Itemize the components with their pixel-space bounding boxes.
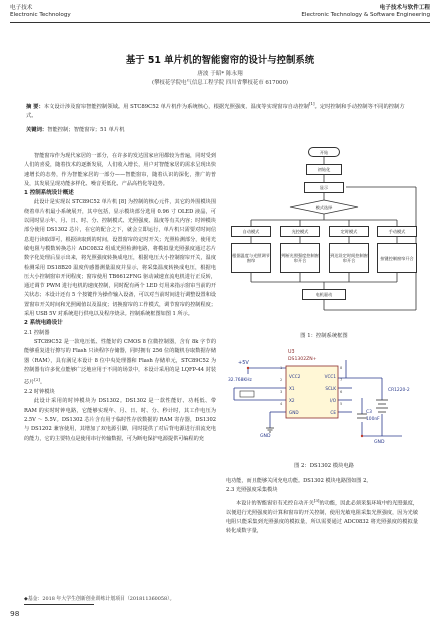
label-vcc: +5V — [238, 360, 249, 366]
section-2-2-heading: 2.2 时钟模块 — [24, 389, 55, 396]
pin-num-8: 8 — [340, 366, 343, 370]
pin-num-5: 5 — [340, 402, 343, 406]
figure-2-circuit — [226, 348, 422, 456]
section-1-paragraph: 此设计是实现以 STC89C52 单片机 [8] 为控制的核心元件，其它的外围模块围绕着单片机最小系统展开，其中包括，显示模块部分选用 0.96 寸 OLED 液晶，可以同时显示年、月、日、时、分、控制模式、光照强度、温度等有关内容；时钟模块部分使用 DS1302 芯片，在它的配合之下，就会立即运行，单片机只需要对时间信息进行读取即可，根据读取到的时间，设置窗帘的定时开关；光照检测部分，使用光敏电阻与模数转换芯片 ADC0832 组成光照检测电路，将模拟量光照强度通过芯片数字化处理后显示出来，将光照强度转换成电压，根据电压大小控制窗帘开关，温度检测采用 DS18B20 温度传感器测量温度并显示，将采集温度转换成电压，根据电压大小控制窗帘开闭程度；窗帘使用 TB6612FNG 驱动减速直流电机进行正反转，通过调节 PWM 进行电机的速度控制，同时配有两个 LED 灯用来指示窗帘当前的开关状态；本设计还有 5 个按键作为操作输入设备，可以对当前时间进行调整设置和设置窗帘开关时间和光照阈值以及温度；切换窗帘的工作模式，调节窗帘的控制程度；采用 USB 5V 对系统进行供电以及程序烧录。控制系统框图如图 1 所示。 — [24, 199, 216, 318]
pin-num-2: 2 — [280, 378, 283, 382]
label-cap: C3 — [366, 410, 372, 415]
fc-display: 显示 — [304, 182, 344, 193]
figure-1-flowchart — [226, 144, 422, 320]
section-2-2-paragraph: 此设计采用的时钟模块为 DS1302。DS1302 是一款性能好、功耗低、带 RAM 的实时时钟电路，它能够实现年、月、日、时、分、秒计时，其工作电压为 2.5V ～ 5.5V。DS1302 芯片含有用于临时性存放数据的 RAM 寄存器，DS1302 与 DS1202 兼容使用，其增加了双电源引脚，同时提供了对后背电源进行涓流充电的能力，它的主要特点是使用串行传输数据，可为断电保护电源提供可编程的充 — [24, 398, 216, 442]
pin-ce: CE — [330, 410, 336, 415]
label-ic-ref: U3 — [288, 350, 295, 355]
ic-pins-right — [318, 371, 336, 419]
fc-light-desc: 判断光照强度控制窗帘开合 — [280, 243, 320, 273]
journal-header-left — [10, 5, 71, 20]
paper-authors: 唐波 于昭* 陈永翔 — [197, 71, 243, 77]
section-2-1-text: STC89C52 是一款电压低、性能好的 CMOS 8 位微控制器，含有 8k 字节的能够重复进行擦写的 Flash 只读程序存储器，同时拥有 256 位的随机存取数据存储器（RAM），具有满足本设计 8 位中央处理器和 Flash 存储单元，STC89C52 为控制器有许多优点能够广泛地应用于不同的场景中，本设计采用的是 LQFP-44 封装芯片 — [24, 338, 216, 386]
fc-motor-drive: 电机驱动 — [302, 289, 346, 300]
pin-vcc2: VCC2 — [289, 374, 301, 379]
ic-pin-numbers-left — [280, 362, 282, 410]
keywords — [26, 125, 414, 133]
pin-x1: X1 — [289, 386, 295, 391]
pin-vcc1: VCC1 — [324, 374, 336, 379]
fc-auto-desc: 根据温度与光照调节窗帘 — [231, 243, 271, 273]
circuit-continuation-paragraph: 电功能，而且能够关闭充电功能。DS1302 模块电路图如图 2。 — [226, 478, 372, 484]
figure-2-caption: 图 2：DS1302 模块电路 — [294, 463, 354, 469]
header-rule — [10, 22, 430, 23]
fc-decision-label: 模式选择 — [315, 204, 333, 210]
abstract — [26, 99, 414, 121]
fc-light-mode: 光控模式 — [280, 226, 320, 237]
vcc-node — [247, 367, 249, 369]
section-2-3-text-2: 的功能，因此必须采集环境中的光照强度，以便进行光照强度的计算和窗帘的开关控制，使用光敏电阻采集光照强度，因为光敏电阻只能采集到光照强度的模拟量，所以需要通过 ADC0832 将光照强度的模拟量转化成数字量， — [226, 500, 419, 535]
fc-timer-mode: 定时模式 — [329, 226, 369, 237]
left-column — [24, 152, 216, 444]
footnote-rule — [24, 604, 94, 605]
header-left-en: Electronic Technology — [10, 12, 71, 19]
fc-timer-desc: 到达设定时间控制窗帘开合 — [329, 243, 369, 273]
crystal-symbol — [240, 391, 254, 397]
label-ic-part: DS1302ZN+ — [288, 357, 317, 362]
label-battery: CR1220-2 — [388, 388, 410, 393]
header-right-cn: 电子技术与软件工程 — [379, 5, 430, 11]
abstract-ref: [1] — [308, 101, 315, 106]
label-cap-value: 100nF — [366, 417, 380, 422]
fc-init: 初始化 — [306, 164, 342, 175]
label-gnd-right: GND — [374, 440, 385, 445]
fc-start: 开始 — [308, 147, 340, 157]
pin-num-3: 3 — [280, 390, 283, 394]
journal-header-right — [301, 5, 430, 20]
fc-manual-mode: 手动模式 — [377, 226, 417, 237]
abstract-text: 本文设计涉及窗帘智能控制领域。用 STC89C52 单片机作为系统核心，根据光照强度、温度等实现窗帘自动控制 — [43, 103, 309, 110]
abstract-text-2: 。定时控制和手动控制等不同的控制方式。 — [26, 103, 405, 119]
header-right-en: Electronic Technology & Software Engineering — [301, 12, 430, 19]
label-crystal: 32.768KHz — [228, 378, 252, 383]
keywords-label: 关键词： — [26, 127, 48, 133]
pin-gnd: GND — [289, 410, 299, 415]
pin-num-1: 1 — [280, 366, 283, 370]
right-column — [226, 477, 418, 537]
ic-pins-left — [289, 371, 300, 419]
pin-num-4: 4 — [280, 402, 283, 406]
pin-num-7: 7 — [340, 378, 343, 382]
label-gnd-left: GND — [260, 434, 271, 439]
abstract-label: 摘 要： — [26, 103, 44, 110]
pin-num-6: 6 — [340, 390, 343, 394]
section-2-1-ref: [2] — [34, 377, 40, 383]
section-2-3-paragraph — [226, 496, 418, 537]
section-1-heading: 1 控制系统设计概述 — [24, 190, 74, 197]
paper-affiliation: (攀枝花学院电气信息工程学院 四川省攀枝花市 617000) — [151, 80, 289, 86]
section-2-3-heading: 2.3 光照强度采集模块 — [226, 487, 278, 494]
section-2-3-ref: [3] — [313, 497, 320, 503]
paper-title: 基于 51 单片机的智能窗帘的设计与控制系统 — [125, 55, 315, 66]
intro-paragraph: 智能窗帘作为现代家居的一部分，在许多的发达国家应用都较为普遍，同时受到人们的喜爱，随着技术的逐渐发展，人们收入增长，用户对智能家居的需求呈现出快速增长的态势，作为智能家居的一部分——智能窗帘，随着认识的深化，推广的普及，其发展呈现功能多样化、噪音更低化、产品高档化等趋势。 — [24, 153, 216, 187]
page-number: 98 — [10, 609, 20, 618]
pin-io: I/O — [330, 398, 336, 403]
keywords-text: 智能控制；智能窗帘；51 单片机 — [47, 127, 125, 133]
fc-manual-desc: 按键控制窗帘开合 — [377, 243, 417, 273]
header-left-cn: 电子技术 — [10, 5, 33, 11]
pin-x2: X2 — [289, 398, 295, 403]
section-2-1-paragraph: STC89C52 是一款电压低、性能好的 CMOS 8 位微控制器，含有 8k 字节的能够重复进行擦写的 Flash 只读程序存储器，同时拥有 256 位的随机存取数据存储器（RAM），具有满足本设计 8 位中央处理器和 Flash 存储单元，STC89C52 为控制器有许多优点能够广泛地应用于不同的场景中，本设计采用的是 LQFP-44 封装芯片[2]。 — [24, 338, 216, 386]
section-2-heading: 2 系统电路设计 — [24, 320, 63, 327]
section-2-3-text: 本设计的智能窗帘有光控自动开关 — [236, 500, 314, 507]
ic-pin-numbers-right — [340, 362, 342, 410]
fc-auto-mode: 自动模式 — [231, 226, 271, 237]
funding-footnote: ◆基金：2018 年大学生创新创业训练计划项目（201811360058）。 — [24, 596, 175, 602]
gnd-node — [361, 435, 363, 437]
pin-sclk: SCLK — [325, 386, 336, 391]
section-2-1-heading: 2.1 控制器 — [24, 329, 50, 336]
figure-1-caption: 图 1：控制系统框图 — [300, 333, 348, 339]
